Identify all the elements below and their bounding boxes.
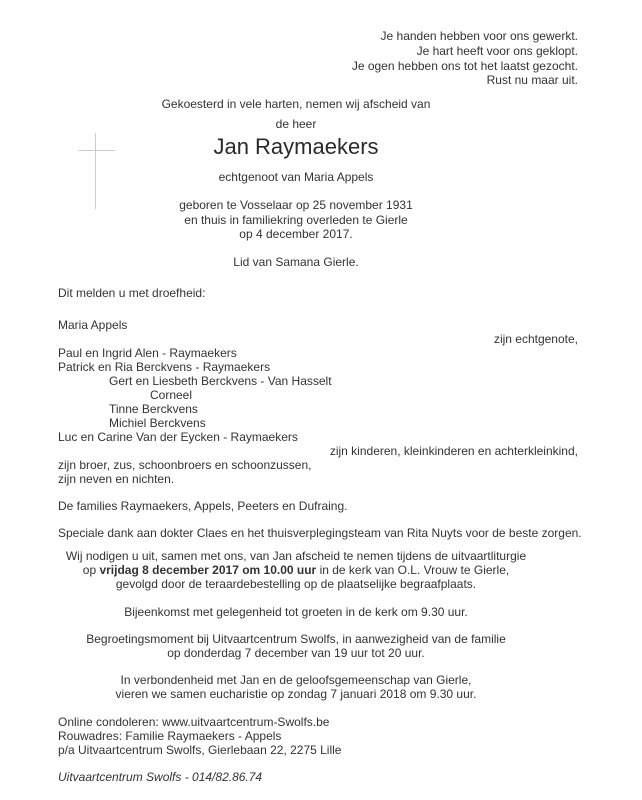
funeral-home-contact: Uitvaartcentrum Swolfs - 014/82.86.74 <box>58 770 263 784</box>
salutation: de heer <box>275 117 317 131</box>
spouse-role: zijn echtgenote, <box>493 332 578 346</box>
announce: Dit melden u met droefheid: <box>58 286 206 300</box>
thanks: Speciale dank aan dokter Claes en het thuisverplegingsteam van Rita Nuyts voor de beste zorgen. <box>58 526 582 540</box>
children-role: zijn kinderen, kleinkinderen en achterkleinkind, <box>329 444 578 458</box>
family-member: Patrick en Ria Berckvens - Raymaekers <box>58 360 271 374</box>
invite-line <box>0 563 592 577</box>
eucharist-line: vieren we samen eucharistie op zondag 7 januari 2018 om 9.30 uur. <box>115 687 477 701</box>
gathering: Bijeenkomst met gelegenheid tot groeten in de kerk om 9.30 uur. <box>124 605 468 619</box>
families: De families Raymaekers, Appels, Peeters en Dufraing. <box>58 499 348 513</box>
spouse-line: echtgenoot van Maria Appels <box>218 170 374 184</box>
visitation-line: op donderdag 7 december van 19 uur tot 20 uur. <box>167 646 425 660</box>
death-date: op 4 december 2017. <box>239 227 353 241</box>
invite-text: in de kerk van O.L. Vrouw te Gierle, <box>316 563 510 577</box>
online-condolence: Online condoleren: www.uitvaartcentrum-Swolfs.be <box>58 715 330 729</box>
funeral-datetime: vrijdag 8 december 2017 om 10.00 uur <box>99 563 317 577</box>
poem-line: Je hart heeft voor ons geklopt. <box>416 44 578 58</box>
family-member: Gert en Liesbeth Berckvens - Van Hasselt <box>109 374 332 388</box>
intro: Gekoesterd in vele harten, nemen wij afscheid van <box>161 97 431 111</box>
membership: Lid van Samana Gierle. <box>233 255 359 269</box>
mourning-address: Rouwadres: Familie Raymaekers - Appels <box>58 729 282 743</box>
invite-line: gevolgd door de teraardebestelling op de plaatselijke begraafplaats. <box>115 577 477 591</box>
family-member: Tinne Berckvens <box>109 402 198 416</box>
eucharist-line: In verbondenheid met Jan en de geloofsgemeenschap van Gierle, <box>120 673 472 687</box>
address-line: p/a Uitvaartcentrum Swolfs, Gierlebaan 22, 2275 Lille <box>58 743 342 757</box>
deceased-name: Jan Raymaekers <box>213 134 379 159</box>
invite-text: op <box>82 563 100 577</box>
birth-line: geboren te Vosselaar op 25 november 1931 <box>179 198 413 212</box>
poem-line: Je handen hebben voor ons gewerkt. <box>380 29 578 43</box>
relatives-line: zijn neven en nichten. <box>58 472 175 486</box>
death-line: en thuis in familiekring overleden te Gierle <box>184 213 408 227</box>
poem-line: Je ogen hebben ons tot het laatst gezocht. <box>351 59 578 73</box>
family-member: Corneel <box>150 388 193 402</box>
family-member: Luc en Carine Van der Eycken - Raymaekers <box>58 430 298 444</box>
visitation-line: Begroetingsmoment bij Uitvaartcentrum Swolfs, in aanwezigheid van de familie <box>86 632 506 646</box>
family-member: Michiel Berckvens <box>109 416 206 430</box>
poem-line: Rust nu maar uit. <box>486 73 578 87</box>
spouse-name: Maria Appels <box>58 318 128 332</box>
family-member: Paul en Ingrid Alen - Raymaekers <box>58 346 237 360</box>
invite-line: Wij nodigen u uit, samen met ons, van Jan afscheid te nemen tijdens de uitvaartliturgie <box>65 549 527 563</box>
relatives-line: zijn broer, zus, schoonbroers en schoonzussen, <box>58 458 312 472</box>
footer <box>58 770 262 784</box>
